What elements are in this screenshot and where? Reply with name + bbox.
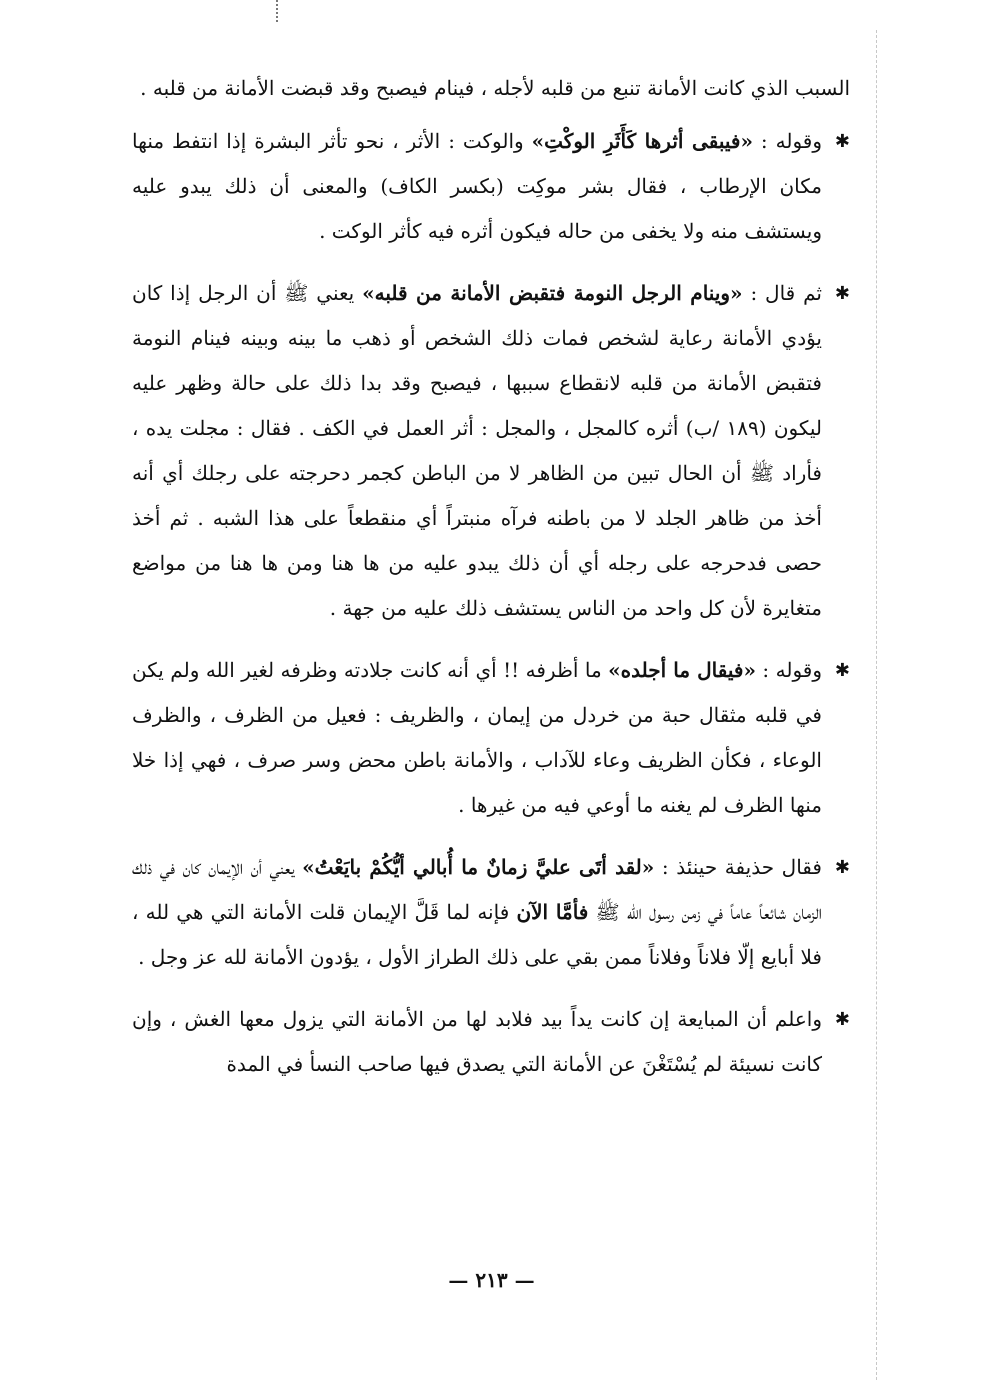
commentary-text: يعني ﷺ أن الرجل إذا كان يؤدي الأمانة رعاية لشخص فمات ذلك الشخص أو ذهب ما بينه وبينه فينام النومة فتقبض الأمانة من قلبه لانقطاع سببها ، فيصبح وقد بدا ذلك على حالة وظهر عليه ليكون (١٨٩ /ب) أثره كالمجل ، والمجل : أثر العمل في الكف . فقال : مجلت يده ، فأراد ﷺ أن الحال تبين من الظاهر لا من الباطن كجمر دحرجته على رجلك أي أنه أخذ من ظاهر الجلد لا من باطنه فرآه منبتراً أي منقطعاً على هذا الشبه . ثم أخذ حصى فدحرجه على رجله أي أن ذلك يبدو عليه من ها هنا ومن ها هنا من مواضع متغايرة لأن كل واحد من الناس يستشف ذلك عليه من جهة . (132, 281, 823, 620)
commentary-text: يعني أن الإيمان كان في ذلك الزمان شائعاً عاماً في زمن رسول الله ﷺ (132, 855, 822, 924)
margin-dashed-line (876, 30, 877, 1380)
bullet-paragraph (132, 648, 850, 828)
asterisk-bullet-icon: ✱ (834, 1009, 850, 1030)
commentary-text: السبب الذي كانت الأمانة تنبع من قلبه لأجله ، فينام فيصبح وقد قبضت الأمانة من قلبه . (140, 76, 850, 100)
quoted-hadith-text: «لقد أتَى عليَّ زمانٌ ما أُبالي أيُّكُمْ بايَعْتُ» (302, 855, 655, 879)
commentary-text: فقال حذيفة حينئذ : (654, 855, 822, 879)
bullet-paragraph (132, 119, 850, 254)
continuation-paragraph (132, 66, 850, 111)
commentary-text: والوكت : الأثر ، نحو تأثر البشرة إذا انتفط منها مكان الإرطاب ، فقال بشر موكِت (بكسر الكاف) والمعنى أن ذلك يبدو عليه ويستشف منه ولا يخفى من حاله فيكون أثره فيه كأثر الوكت . (132, 129, 822, 243)
body-text (132, 66, 850, 1104)
commentary-text: ما أظرفه !! أي أنه كانت جلادته وظرفه لغير الله ولم يكن في قلبه مثقال حبة من خردل من إيمان ، والظريف : فعيل من الظرف ، والظرف الوعاء ، فكأن الظريف وعاء للآداب ، والأمانة باطن محض وسر صرف ، فهي إذا خلا منها الظرف لم يغنه ما أوعي فيه من غيرها . (132, 658, 822, 817)
bullet-paragraph (132, 997, 850, 1087)
commentary-text: ثم قال : (742, 281, 822, 305)
quoted-hadith-text: «وينام الرجل النومة فتقبض الأمانة من قلبه» (362, 281, 743, 305)
asterisk-bullet-icon: ✱ (834, 660, 850, 681)
quoted-hadith-text: «فيبقى أثرها كَأَثَرِ الوكْتِ» (531, 129, 753, 153)
page-number: — ٢١٣ — (448, 1268, 535, 1292)
bullet-paragraph (132, 271, 850, 631)
quoted-hadith-text: فأمَّا الآن (516, 900, 589, 924)
commentary-text: فإنه لما قَلَّ الإيمان قلت الأمانة التي هي لله ، فلا أبايع إلّا فلاناً وفلاناً ممن بقي على ذلك الطراز الأول ، يؤدون الأمانة لله عز وجل . (132, 900, 822, 969)
quoted-hadith-text: «فيقال ما أجلده» (608, 658, 756, 682)
asterisk-bullet-icon: ✱ (834, 857, 850, 878)
commentary-text: وقوله : (752, 129, 823, 153)
asterisk-bullet-icon: ✱ (834, 283, 850, 304)
binding-dotted-line (276, 0, 278, 22)
commentary-text: واعلم أن المبايعة إن كانت يداً بيد فلابد لها من الأمانة التي يزول معها الغش ، وإن كانت نسيئة لم يُسْتَغْنَ عن الأمانة التي يصدق فيها صاحب النسأ في المدة (132, 1007, 822, 1076)
bullet-paragraph (132, 845, 850, 980)
asterisk-bullet-icon: ✱ (834, 131, 850, 152)
commentary-text: وقوله : (755, 658, 822, 682)
